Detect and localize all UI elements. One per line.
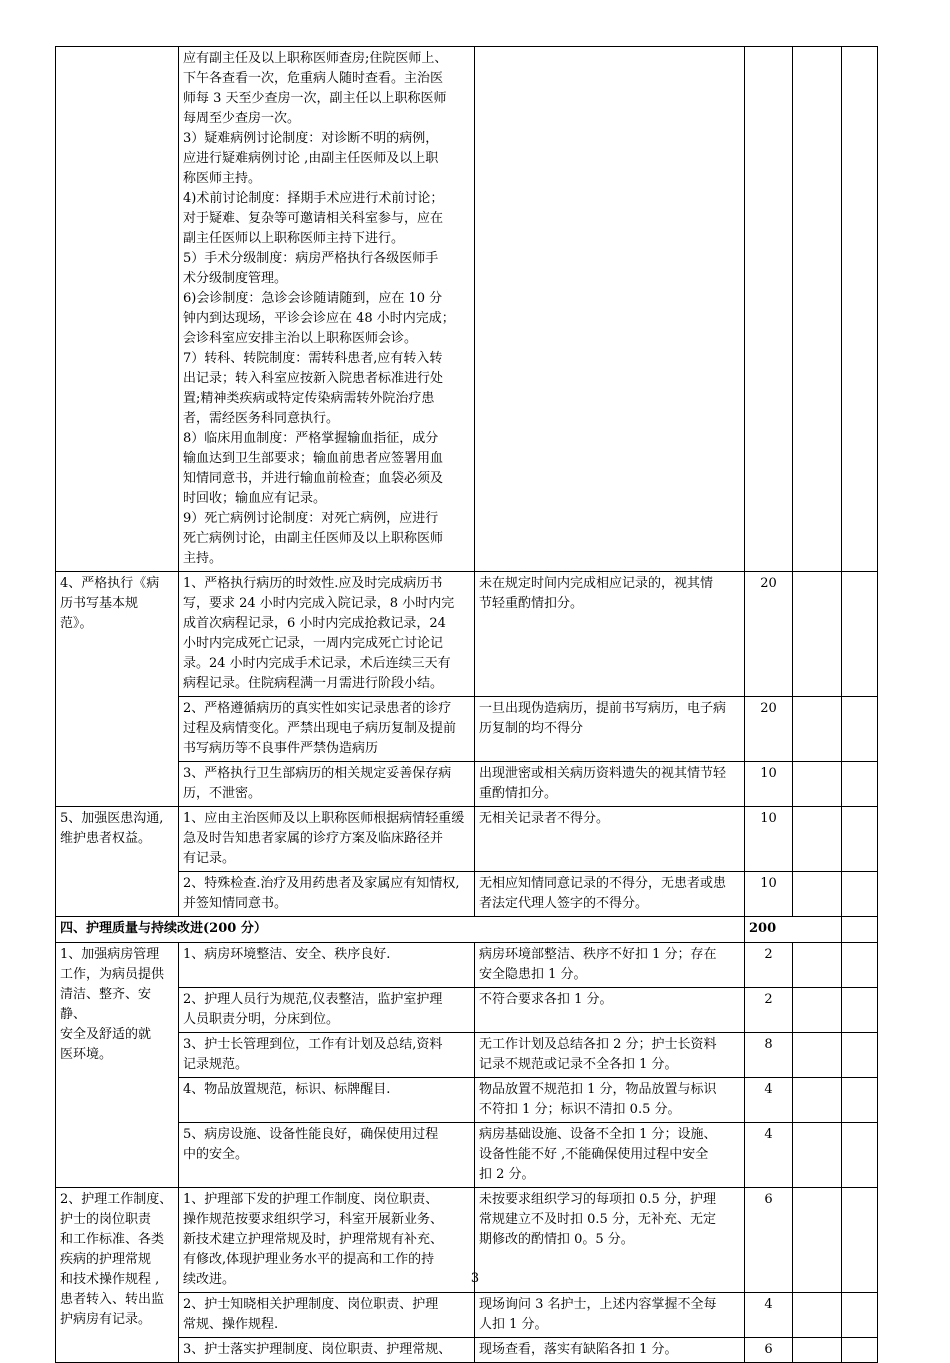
text-line: 节轻重酌情扣分。 (479, 596, 584, 611)
blank-cell (793, 1078, 842, 1123)
page-number: 3 (470, 1271, 480, 1286)
section-header-row (56, 917, 878, 943)
standard-cell (179, 572, 475, 697)
table-row (56, 1338, 878, 1363)
table-row (56, 697, 878, 762)
table-row (56, 1078, 878, 1123)
text-line: 2、护理人员行为规范,仪表整洁，监护室护理 (183, 992, 443, 1007)
text-line: 副主任医师以上职称医师主持下进行。 (183, 231, 405, 246)
text-line: 3、护士长管理到位，工作有计划及总结,资料 (183, 1037, 443, 1052)
score-cell: 20 (745, 572, 793, 697)
deduction-cell (475, 697, 745, 762)
text-line: 者法定代理人签字的不得分。 (479, 896, 649, 911)
text-line: 中的安全。 (183, 1147, 249, 1162)
standard-cell (179, 47, 475, 572)
text-line: 4、物品放置规范，标识、标牌醒目. (183, 1082, 391, 1097)
text-line: 称医师主持。 (183, 171, 262, 186)
text-line: 人员职责分明，分床到位。 (183, 1012, 340, 1027)
text-line: 2、护理工作制度、 (60, 1192, 173, 1207)
text-line: 过程及病情变化。严禁出现电子病历复制及提前 (183, 721, 457, 736)
blank-cell (842, 762, 878, 807)
text-line: 6)会诊制度：急诊会诊随请随到，应在 10 分 (183, 291, 443, 306)
text-line: 1、严格执行病历的时效性.应及时完成病历书 (183, 576, 443, 591)
score-cell: 4 (745, 1078, 793, 1123)
text-line: 一旦出现伪造病历，提前书写病历，电子病 (479, 701, 727, 716)
text-line: 续改进。 (183, 1272, 236, 1287)
text-line: 师每 3 天至少查房一次，副主任以上职称医师 (183, 91, 447, 106)
text-line: 常规建立不及时扣 0.5 分，无补充、无定 (479, 1212, 716, 1227)
text-line: 不符合要求各扣 1 分。 (479, 992, 613, 1007)
text-line: 小时内完成死亡记录，一周内完成死亡讨论记 (183, 636, 444, 651)
text-line: 知情同意书，并进行输血前检查；血袋必须及 (183, 471, 444, 486)
text-line: 2、护士知晓相关护理制度、岗位职责、护理 (183, 1297, 439, 1312)
blank-cell (842, 988, 878, 1033)
blank-cell (793, 697, 842, 762)
standard-cell (179, 1033, 475, 1078)
blank-cell (793, 807, 842, 872)
text-line: 对于疑难、复杂等可邀请相关科室参与，应在 (183, 211, 444, 226)
deduction-cell (475, 1078, 745, 1123)
score-cell: 8 (745, 1033, 793, 1078)
standard-cell (179, 807, 475, 872)
text-line: 医环境。 (60, 1047, 113, 1062)
blank-cell (842, 47, 878, 572)
text-line: 重酌情扣分。 (479, 786, 558, 801)
text-line: 范》。 (60, 616, 93, 631)
standard-cell (179, 697, 475, 762)
text-line: 设备性能不好 ,不能确保使用过程中安全 (479, 1147, 709, 1162)
text-line: 会诊科室应安排主治以上职称医师会诊。 (183, 331, 418, 346)
standard-cell (179, 762, 475, 807)
text-line: 时回收；输血应有记录。 (183, 491, 327, 506)
text-line: 术分级制度管理。 (183, 271, 288, 286)
text-line: 7）转科、转院制度：需转科患者,应有转入转 (183, 351, 443, 366)
item-cell (56, 572, 179, 807)
deduction-cell (475, 872, 745, 917)
text-line: 现场查看，落实有缺陷各扣 1 分。 (479, 1342, 678, 1357)
text-line: 病房基础设施、设备不全扣 1 分；设施、 (479, 1127, 717, 1142)
deduction-cell (475, 572, 745, 697)
table-row (56, 762, 878, 807)
text-line: 未在规定时间内完成相应记录的，视其情 (479, 576, 714, 591)
score-cell: 4 (745, 1123, 793, 1188)
text-line: 写，要求 24 小时内完成入院记录，8 小时内完 (183, 596, 455, 611)
text-line: 疾病的护理常规 (60, 1252, 152, 1267)
score-cell: 20 (745, 697, 793, 762)
text-line: 书写病历等不良事件严禁伪造病历 (183, 741, 379, 756)
text-line: 5）手术分级制度：病房严格执行各级医师手 (183, 251, 439, 266)
blank-cell (842, 943, 878, 988)
blank-cell (842, 1338, 878, 1363)
text-line: 5、加强医患沟通, (60, 811, 164, 826)
text-line: 9）死亡病例讨论制度：对死亡病例，应进行 (183, 511, 439, 526)
text-line: 护病房有记录。 (60, 1312, 152, 1327)
text-line: 2、严格遵循病历的真实性如实记录患者的诊疗 (183, 701, 452, 716)
text-line: 录。24 小时内完成手术记录，术后连续三天有 (183, 656, 451, 671)
text-line: 1、病房环境整洁、安全、秩序良好. (183, 947, 391, 962)
text-line: 3）疑难病例讨论制度：对诊断不明的病例， (183, 131, 439, 146)
text-line: 期修改的酌情扣 0。5 分。 (479, 1232, 634, 1247)
score-cell: 10 (745, 762, 793, 807)
text-line: 无工作计划及总结各扣 2 分；护士长资料 (479, 1037, 717, 1052)
text-line: 者，需经医务科同意执行。 (183, 411, 340, 426)
text-line: 4)术前讨论制度：择期手术应进行术前讨论； (183, 191, 444, 206)
score-cell: 2 (745, 943, 793, 988)
text-line: 和技术操作规程 , (60, 1272, 160, 1287)
standard-cell (179, 1078, 475, 1123)
blank-cell (842, 917, 878, 943)
score-cell: 10 (745, 872, 793, 917)
blank-cell (793, 1293, 842, 1338)
section-score: 200 (745, 917, 842, 943)
item-cell (56, 807, 179, 917)
score-cell: 6 (745, 1188, 793, 1293)
text-line: 护士的岗位职责 (60, 1212, 152, 1227)
standard-cell (179, 1338, 475, 1363)
text-line: 人扣 1 分。 (479, 1317, 548, 1332)
scoring-table (55, 46, 878, 1363)
text-line: 和工作标准、各类 (60, 1232, 165, 1247)
text-line: 应进行疑难病例讨论 ,由副主任医师及以上职 (183, 151, 439, 166)
deduction-cell (475, 762, 745, 807)
blank-cell (793, 1033, 842, 1078)
text-line: 成首次病程记录，6 小时内完成抢救记录，24 (183, 616, 446, 631)
deduction-cell (475, 1123, 745, 1188)
standard-cell (179, 988, 475, 1033)
text-line: 病程记录。住院病程满一月需进行阶段小结。 (183, 676, 444, 691)
table-row (56, 1123, 878, 1188)
text-line: 急及时告知患者家属的诊疗方案及临床路径并 (183, 831, 444, 846)
deduction-cell (475, 988, 745, 1033)
score-cell: 6 (745, 1338, 793, 1363)
blank-cell (842, 1293, 878, 1338)
blank-cell (842, 1078, 878, 1123)
text-line: 安全及舒适的就 (60, 1027, 152, 1042)
blank-cell (842, 872, 878, 917)
text-line: 安全隐患扣 1 分。 (479, 967, 587, 982)
table-row (56, 988, 878, 1033)
text-line: 历书写基本规 (60, 596, 139, 611)
standard-cell (179, 1123, 475, 1188)
standard-cell (179, 943, 475, 988)
blank-cell (793, 1338, 842, 1363)
text-line: 清洁、整齐、安静、 (60, 987, 152, 1022)
deduction-cell (475, 1033, 745, 1078)
text-line: 出现泄密或相关病历资料遗失的视其情节轻 (479, 766, 727, 781)
standard-cell (179, 1293, 475, 1338)
blank-cell (842, 572, 878, 697)
deduction-cell (475, 1293, 745, 1338)
text-line: 主持。 (183, 551, 223, 566)
text-line: 每周至少查房一次。 (183, 111, 301, 126)
deduction-cell (475, 943, 745, 988)
text-line: 维护患者权益。 (60, 831, 152, 846)
section-title: 四、护理质量与持续改进(200 分） (56, 917, 745, 943)
blank-cell (793, 1123, 842, 1188)
score-cell: 2 (745, 988, 793, 1033)
deduction-cell (475, 807, 745, 872)
text-line: 常规、操作规程. (183, 1317, 279, 1332)
text-line: 扣 2 分。 (479, 1167, 535, 1182)
text-line: 无相关记录者不得分。 (479, 811, 610, 826)
table-row (56, 1293, 878, 1338)
blank-cell (793, 762, 842, 807)
text-line: 4、严格执行《病 (60, 576, 160, 591)
blank-cell (793, 872, 842, 917)
item-cell (56, 47, 179, 572)
text-line: 出记录；转入科室应按新入院患者标准进行处 (183, 371, 444, 386)
blank-cell (793, 47, 842, 572)
text-line: 记录规范。 (183, 1057, 249, 1072)
text-line: 不符扣 1 分；标识不清扣 0.5 分。 (479, 1102, 681, 1117)
text-line: 历，不泄密。 (183, 786, 262, 801)
text-line: 未按要求组织学习的每项扣 0.5 分，护理 (479, 1192, 716, 1207)
text-line: 记录不规范或记录不全各扣 1 分。 (479, 1057, 678, 1072)
table-row (56, 807, 878, 872)
text-line: 2、特殊检查.治疗及用药患者及家属应有知情权, (183, 876, 460, 891)
table-row (56, 47, 878, 572)
table-row (56, 572, 878, 697)
text-line: 5、病房设施、设备性能良好，确保使用过程 (183, 1127, 439, 1142)
blank-cell (842, 1033, 878, 1078)
score-cell: 4 (745, 1293, 793, 1338)
text-line: 无相应知情同意记录的不得分，无患者或患 (479, 876, 727, 891)
text-line: 有记录。 (183, 851, 236, 866)
blank-cell (842, 1123, 878, 1188)
blank-cell (793, 572, 842, 697)
table-row (56, 872, 878, 917)
text-line: 物品放置不规范扣 1 分，物品放置与标识 (479, 1082, 717, 1097)
table-row (56, 943, 878, 988)
text-line: 钟内到达现场，平诊会诊应在 48 小时内完成； (183, 311, 455, 326)
text-line: 下午各查看一次，危重病人随时查看。主治医 (183, 71, 444, 86)
text-line: 并签知情同意书。 (183, 896, 288, 911)
text-line: 8）临床用血制度：严格掌握输血指征，成分 (183, 431, 439, 446)
table-row (56, 1033, 878, 1078)
text-line: 置;精神类疾病或特定传染病需转外院治疗患 (183, 391, 435, 406)
text-line: 应有副主任及以上职称医师查房;住院医师上、 (183, 51, 448, 66)
standard-cell (179, 872, 475, 917)
blank-cell (842, 807, 878, 872)
blank-cell (793, 988, 842, 1033)
text-line: 3、严格执行卫生部病历的相关规定妥善保存病 (183, 766, 452, 781)
text-line: 3、护士落实护理制度、岗位职责、护理常规、 (183, 1342, 452, 1357)
text-line: 工作，为病员提供 (60, 967, 165, 982)
deduction-cell (475, 47, 745, 572)
text-line: 1、护理部下发的护理工作制度、岗位职责、 (183, 1192, 439, 1207)
text-line: 新技术建立护理常规及时，护理常规有补充、 (183, 1232, 444, 1247)
blank-cell (793, 943, 842, 988)
text-line: 死亡病例讨论，由副主任医师及以上职称医师 (183, 531, 444, 546)
text-line: 病房环境部整洁、秩序不好扣 1 分；存在 (479, 947, 717, 962)
text-line: 有修改,体现护理业务水平的提高和工作的持 (183, 1252, 435, 1267)
score-cell: 10 (745, 807, 793, 872)
text-line: 输血达到卫生部要求；输血前患者应签署用血 (183, 451, 444, 466)
text-line: 历复制的均不得分 (479, 721, 584, 736)
text-line: 操作规范按要求组织学习，科室开展新业务、 (183, 1212, 444, 1227)
blank-cell (842, 697, 878, 762)
item-cell (56, 943, 179, 1188)
deduction-cell (475, 1338, 745, 1363)
text-line: 1、加强病房管理 (60, 947, 160, 962)
text-line: 患者转入、转出监 (60, 1292, 165, 1307)
score-cell (745, 47, 793, 572)
text-line: 1、应由主治医师及以上职称医师根据病情轻重缓 (183, 811, 465, 826)
text-line: 现场询问 3 名护士，上述内容掌握不全每 (479, 1297, 717, 1312)
